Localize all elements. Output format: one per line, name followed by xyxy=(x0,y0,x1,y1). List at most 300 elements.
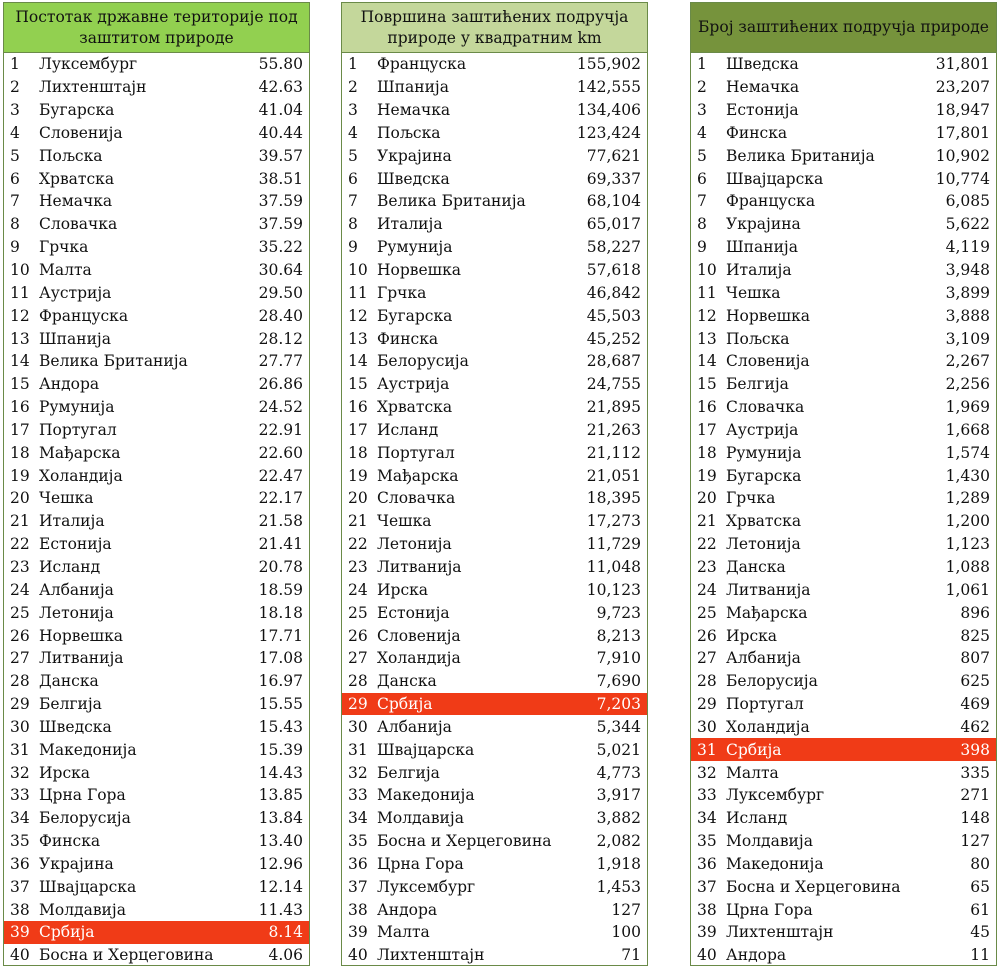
table-row xyxy=(342,784,647,807)
value-cell: 10,902 xyxy=(935,146,990,165)
value-cell: 14.43 xyxy=(258,763,303,782)
rank-cell: 4 xyxy=(348,123,358,142)
country-cell: Црна Гора xyxy=(726,900,813,919)
rank-cell: 28 xyxy=(697,672,717,691)
country-cell: Босна и Херцеговина xyxy=(726,877,901,896)
table-row xyxy=(691,281,996,304)
country-cell: Словенија xyxy=(39,123,123,142)
value-cell: 8.14 xyxy=(268,923,303,942)
table-row xyxy=(691,99,996,122)
value-cell: 21,112 xyxy=(586,443,641,462)
country-cell: Велика Британија xyxy=(377,192,526,211)
rank-cell: 1 xyxy=(10,55,20,74)
table-row xyxy=(4,693,309,716)
rank-cell: 9 xyxy=(10,238,20,257)
value-cell: 30.64 xyxy=(258,261,303,280)
table-title: Број заштићених подручја природе xyxy=(691,3,996,53)
value-cell: 17.71 xyxy=(258,626,303,645)
value-cell: 2,256 xyxy=(945,375,990,394)
table-row xyxy=(691,510,996,533)
value-cell: 21.58 xyxy=(258,512,303,531)
table-row xyxy=(691,647,996,670)
rank-cell: 24 xyxy=(10,580,30,599)
rank-cell: 10 xyxy=(697,261,717,280)
country-cell: Велика Британија xyxy=(39,352,188,371)
rank-cell: 25 xyxy=(10,603,30,622)
table-row xyxy=(691,715,996,738)
country-cell: Румунија xyxy=(377,238,453,257)
table-row xyxy=(4,419,309,442)
table-row xyxy=(4,236,309,259)
country-cell: Молдавија xyxy=(39,900,126,919)
value-cell: 1,123 xyxy=(945,535,990,554)
rank-cell: 10 xyxy=(10,261,30,280)
value-cell: 15.43 xyxy=(258,717,303,736)
rank-cell: 3 xyxy=(348,101,358,120)
table-row xyxy=(691,487,996,510)
table-row xyxy=(342,53,647,76)
rank-cell: 5 xyxy=(348,146,358,165)
value-cell: 8,213 xyxy=(596,626,641,645)
value-cell: 142,555 xyxy=(576,78,641,97)
rank-cell: 4 xyxy=(10,123,20,142)
rank-cell: 11 xyxy=(10,283,30,302)
table-row xyxy=(691,144,996,167)
country-cell: Белгија xyxy=(726,375,789,394)
table-row xyxy=(691,761,996,784)
country-cell: Швајцарска xyxy=(726,169,824,188)
table-row xyxy=(342,533,647,556)
country-cell: Данска xyxy=(39,672,99,691)
table-row xyxy=(342,510,647,533)
value-cell: 57,618 xyxy=(586,261,641,280)
rank-cell: 26 xyxy=(10,626,30,645)
country-cell: Словенија xyxy=(377,626,461,645)
country-cell: Словачка xyxy=(726,398,805,417)
table-row xyxy=(4,898,309,921)
country-cell: Малта xyxy=(726,763,779,782)
value-cell: 18.59 xyxy=(258,580,303,599)
value-cell: 11 xyxy=(970,946,990,965)
country-cell: Бугарска xyxy=(726,466,802,485)
country-cell: Хрватска xyxy=(377,398,453,417)
country-cell: Шпанија xyxy=(377,78,449,97)
table-row xyxy=(4,578,309,601)
country-cell: Андора xyxy=(377,900,438,919)
country-cell: Белорусија xyxy=(39,809,131,828)
table-body xyxy=(342,53,647,967)
table-row xyxy=(691,898,996,921)
country-cell: Молдавија xyxy=(726,832,813,851)
table-row xyxy=(4,853,309,876)
value-cell: 18,395 xyxy=(586,489,641,508)
country-cell: Мађарска xyxy=(726,603,808,622)
value-cell: 17.08 xyxy=(258,649,303,668)
country-cell: Холандија xyxy=(39,466,123,485)
value-cell: 5,344 xyxy=(596,717,641,736)
rank-cell: 36 xyxy=(348,854,368,873)
rank-cell: 31 xyxy=(10,740,30,759)
value-cell: 22.91 xyxy=(258,420,303,439)
table-row xyxy=(4,624,309,647)
table-row xyxy=(691,944,996,967)
table-row xyxy=(342,259,647,282)
value-cell: 58,227 xyxy=(586,238,641,257)
value-cell: 21,051 xyxy=(586,466,641,485)
rank-cell: 32 xyxy=(10,763,30,782)
rank-cell: 22 xyxy=(10,535,30,554)
table-row xyxy=(342,419,647,442)
table-row xyxy=(691,670,996,693)
rank-cell: 24 xyxy=(697,580,717,599)
table-row xyxy=(342,830,647,853)
country-cell: Литванија xyxy=(726,580,811,599)
country-cell: Шведска xyxy=(726,55,799,74)
value-cell: 1,969 xyxy=(945,398,990,417)
rank-cell: 20 xyxy=(10,489,30,508)
value-cell: 1,668 xyxy=(945,420,990,439)
country-cell: Луксембург xyxy=(377,877,476,896)
country-cell: Француска xyxy=(726,192,816,211)
table-row xyxy=(4,441,309,464)
table-count-areas xyxy=(690,2,997,966)
value-cell: 1,200 xyxy=(945,512,990,531)
country-cell: Грчка xyxy=(726,489,776,508)
country-cell: Немачка xyxy=(39,192,113,211)
country-cell: Швајцарска xyxy=(377,740,475,759)
value-cell: 1,430 xyxy=(945,466,990,485)
country-cell: Чешка xyxy=(39,489,94,508)
table-row xyxy=(4,830,309,853)
table-row xyxy=(342,441,647,464)
table-row xyxy=(4,259,309,282)
rank-cell: 12 xyxy=(10,306,30,325)
rank-cell: 19 xyxy=(10,466,30,485)
table-row xyxy=(342,99,647,122)
value-cell: 38.51 xyxy=(258,169,303,188)
table-row xyxy=(342,761,647,784)
table-row xyxy=(342,213,647,236)
country-cell: Украјина xyxy=(726,215,801,234)
country-cell: Немачка xyxy=(726,78,800,97)
value-cell: 335 xyxy=(960,763,990,782)
value-cell: 28.12 xyxy=(258,329,303,348)
value-cell: 1,061 xyxy=(945,580,990,599)
rank-cell: 27 xyxy=(348,649,368,668)
rank-cell: 7 xyxy=(10,192,20,211)
rank-cell: 31 xyxy=(348,740,368,759)
rank-cell: 38 xyxy=(10,900,30,919)
rank-cell: 22 xyxy=(697,535,717,554)
table-row xyxy=(342,122,647,145)
table-row xyxy=(691,875,996,898)
table-row xyxy=(691,53,996,76)
value-cell: 42.63 xyxy=(258,78,303,97)
country-cell: Грчка xyxy=(377,283,427,302)
value-cell: 127 xyxy=(960,832,990,851)
value-cell: 9,723 xyxy=(596,603,641,622)
rank-cell: 31 xyxy=(697,740,717,759)
table-row xyxy=(691,327,996,350)
table-row xyxy=(691,396,996,419)
table-row xyxy=(4,76,309,99)
table-row xyxy=(4,738,309,761)
country-cell: Босна и Херцеговина xyxy=(39,946,214,965)
rank-cell: 15 xyxy=(348,375,368,394)
table-row xyxy=(691,441,996,464)
value-cell: 22.60 xyxy=(258,443,303,462)
table-row xyxy=(342,944,647,967)
table-row xyxy=(342,373,647,396)
country-cell: Исланд xyxy=(726,809,788,828)
country-cell: Белгија xyxy=(39,695,102,714)
country-cell: Финска xyxy=(377,329,439,348)
country-cell: Естонија xyxy=(377,603,450,622)
table-row xyxy=(4,647,309,670)
table-row xyxy=(342,921,647,944)
country-cell: Аустрија xyxy=(377,375,450,394)
value-cell: 22.47 xyxy=(258,466,303,485)
value-cell: 3,899 xyxy=(945,283,990,302)
value-cell: 10,774 xyxy=(935,169,990,188)
value-cell: 29.50 xyxy=(258,283,303,302)
rank-cell: 40 xyxy=(10,946,30,965)
country-cell: Словачка xyxy=(377,489,456,508)
value-cell: 12.96 xyxy=(258,854,303,873)
table-row xyxy=(342,144,647,167)
table-row xyxy=(691,419,996,442)
rank-cell: 5 xyxy=(697,146,707,165)
country-cell: Холандија xyxy=(377,649,461,668)
value-cell: 4,773 xyxy=(596,763,641,782)
value-cell: 20.78 xyxy=(258,557,303,576)
value-cell: 18,947 xyxy=(935,101,990,120)
value-cell: 17,801 xyxy=(935,123,990,142)
country-cell: Пољска xyxy=(377,123,441,142)
country-cell: Исланд xyxy=(377,420,439,439)
value-cell: 2,267 xyxy=(945,352,990,371)
rank-cell: 17 xyxy=(10,420,30,439)
value-cell: 24.52 xyxy=(258,398,303,417)
country-cell: Норвешка xyxy=(377,261,462,280)
rank-cell: 27 xyxy=(697,649,717,668)
rank-cell: 14 xyxy=(697,352,717,371)
table-row xyxy=(342,327,647,350)
rank-cell: 29 xyxy=(348,695,368,714)
table-row xyxy=(342,670,647,693)
table-row xyxy=(342,190,647,213)
value-cell: 3,948 xyxy=(945,261,990,280)
value-cell: 15.39 xyxy=(258,740,303,759)
rank-cell: 3 xyxy=(10,101,20,120)
table-row xyxy=(342,738,647,761)
value-cell: 21,895 xyxy=(586,398,641,417)
rank-cell: 29 xyxy=(697,695,717,714)
table-row xyxy=(342,76,647,99)
value-cell: 1,574 xyxy=(945,443,990,462)
country-cell: Македонија xyxy=(726,854,824,873)
country-cell: Норвешка xyxy=(726,306,811,325)
rank-cell: 9 xyxy=(697,238,707,257)
rank-cell: 38 xyxy=(348,900,368,919)
country-cell: Исланд xyxy=(39,557,101,576)
value-cell: 26.86 xyxy=(258,375,303,394)
rank-cell: 13 xyxy=(697,329,717,348)
table-row xyxy=(4,304,309,327)
rank-cell: 8 xyxy=(697,215,707,234)
rank-cell: 38 xyxy=(697,900,717,919)
country-cell: Малта xyxy=(39,261,92,280)
table-row xyxy=(4,510,309,533)
country-cell: Литванија xyxy=(377,557,462,576)
value-cell: 2,082 xyxy=(596,832,641,851)
value-cell: 13.84 xyxy=(258,809,303,828)
table-row xyxy=(4,53,309,76)
rank-cell: 20 xyxy=(697,489,717,508)
value-cell: 12.14 xyxy=(258,877,303,896)
value-cell: 3,109 xyxy=(945,329,990,348)
table-row xyxy=(4,601,309,624)
table-percent-territory xyxy=(3,2,310,966)
country-cell: Румунија xyxy=(39,398,115,417)
country-cell: Португал xyxy=(39,420,117,439)
value-cell: 7,910 xyxy=(596,649,641,668)
rank-cell: 2 xyxy=(697,78,707,97)
country-cell: Белорусија xyxy=(726,672,818,691)
country-cell: Француска xyxy=(377,55,467,74)
table-row xyxy=(342,875,647,898)
value-cell: 35.22 xyxy=(258,238,303,257)
rank-cell: 19 xyxy=(697,466,717,485)
country-cell: Лихтенштајн xyxy=(39,78,147,97)
rank-cell: 12 xyxy=(697,306,717,325)
country-cell: Данска xyxy=(377,672,437,691)
rank-cell: 20 xyxy=(348,489,368,508)
table-row xyxy=(691,693,996,716)
table-row xyxy=(691,556,996,579)
table-row xyxy=(4,807,309,830)
rank-cell: 33 xyxy=(697,786,717,805)
value-cell: 77,621 xyxy=(586,146,641,165)
table-row xyxy=(4,167,309,190)
table-row xyxy=(4,99,309,122)
rank-cell: 32 xyxy=(348,763,368,782)
rank-cell: 39 xyxy=(697,923,717,942)
rank-cell: 9 xyxy=(348,238,358,257)
country-cell: Молдавија xyxy=(377,809,464,828)
country-cell: Србија xyxy=(377,695,433,714)
rank-cell: 18 xyxy=(697,443,717,462)
country-cell: Шпанија xyxy=(726,238,798,257)
country-cell: Чешка xyxy=(377,512,432,531)
table-row xyxy=(4,921,309,944)
table-row xyxy=(4,122,309,145)
table-row xyxy=(4,875,309,898)
table-row xyxy=(4,670,309,693)
country-cell: Босна и Херцеговина xyxy=(377,832,552,851)
table-row xyxy=(4,944,309,967)
table-row xyxy=(4,761,309,784)
country-cell: Србија xyxy=(39,923,95,942)
country-cell: Швајцарска xyxy=(39,877,137,896)
table-row xyxy=(691,190,996,213)
rank-cell: 15 xyxy=(10,375,30,394)
country-cell: Хрватска xyxy=(39,169,115,188)
country-cell: Француска xyxy=(39,306,129,325)
country-cell: Андора xyxy=(726,946,787,965)
rank-cell: 8 xyxy=(10,215,20,234)
rank-cell: 7 xyxy=(697,192,707,211)
value-cell: 37.59 xyxy=(258,215,303,234)
country-cell: Луксембург xyxy=(39,55,138,74)
value-cell: 22.17 xyxy=(258,489,303,508)
table-row xyxy=(342,304,647,327)
country-cell: Ирска xyxy=(377,580,429,599)
rank-cell: 22 xyxy=(348,535,368,554)
table-row xyxy=(691,784,996,807)
value-cell: 40.44 xyxy=(258,123,303,142)
country-cell: Аустрија xyxy=(726,420,799,439)
country-cell: Немачка xyxy=(377,101,451,120)
rank-cell: 14 xyxy=(348,352,368,371)
rank-cell: 40 xyxy=(348,946,368,965)
rank-cell: 39 xyxy=(10,923,30,942)
value-cell: 7,690 xyxy=(596,672,641,691)
rank-cell: 11 xyxy=(697,283,717,302)
value-cell: 134,406 xyxy=(576,101,641,120)
value-cell: 271 xyxy=(960,786,990,805)
rank-cell: 18 xyxy=(348,443,368,462)
table-row xyxy=(4,487,309,510)
country-cell: Лихтенштајн xyxy=(377,946,485,965)
value-cell: 11.43 xyxy=(258,900,303,919)
rank-cell: 6 xyxy=(697,169,707,188)
value-cell: 6,085 xyxy=(945,192,990,211)
rank-cell: 26 xyxy=(348,626,368,645)
rank-cell: 28 xyxy=(348,672,368,691)
table-row xyxy=(691,601,996,624)
rank-cell: 19 xyxy=(348,466,368,485)
rank-cell: 2 xyxy=(348,78,358,97)
table-row xyxy=(342,715,647,738)
value-cell: 5,622 xyxy=(945,215,990,234)
rank-cell: 23 xyxy=(348,557,368,576)
value-cell: 46,842 xyxy=(586,283,641,302)
rank-cell: 27 xyxy=(10,649,30,668)
country-cell: Украјина xyxy=(377,146,452,165)
value-cell: 37.59 xyxy=(258,192,303,211)
rank-cell: 7 xyxy=(348,192,358,211)
country-cell: Црна Гора xyxy=(39,786,126,805)
country-cell: Мађарска xyxy=(39,443,121,462)
country-cell: Албанија xyxy=(377,717,452,736)
country-cell: Македонија xyxy=(377,786,475,805)
country-cell: Естонија xyxy=(726,101,799,120)
table-row xyxy=(691,853,996,876)
table-row xyxy=(4,784,309,807)
country-cell: Бугарска xyxy=(39,101,115,120)
country-cell: Бугарска xyxy=(377,306,453,325)
table-row xyxy=(4,715,309,738)
table-row xyxy=(342,396,647,419)
rank-cell: 21 xyxy=(10,512,30,531)
value-cell: 7,203 xyxy=(596,695,641,714)
table-row xyxy=(691,304,996,327)
table-row xyxy=(342,556,647,579)
country-cell: Норвешка xyxy=(39,626,124,645)
value-cell: 28,687 xyxy=(586,352,641,371)
country-cell: Словенија xyxy=(726,352,810,371)
